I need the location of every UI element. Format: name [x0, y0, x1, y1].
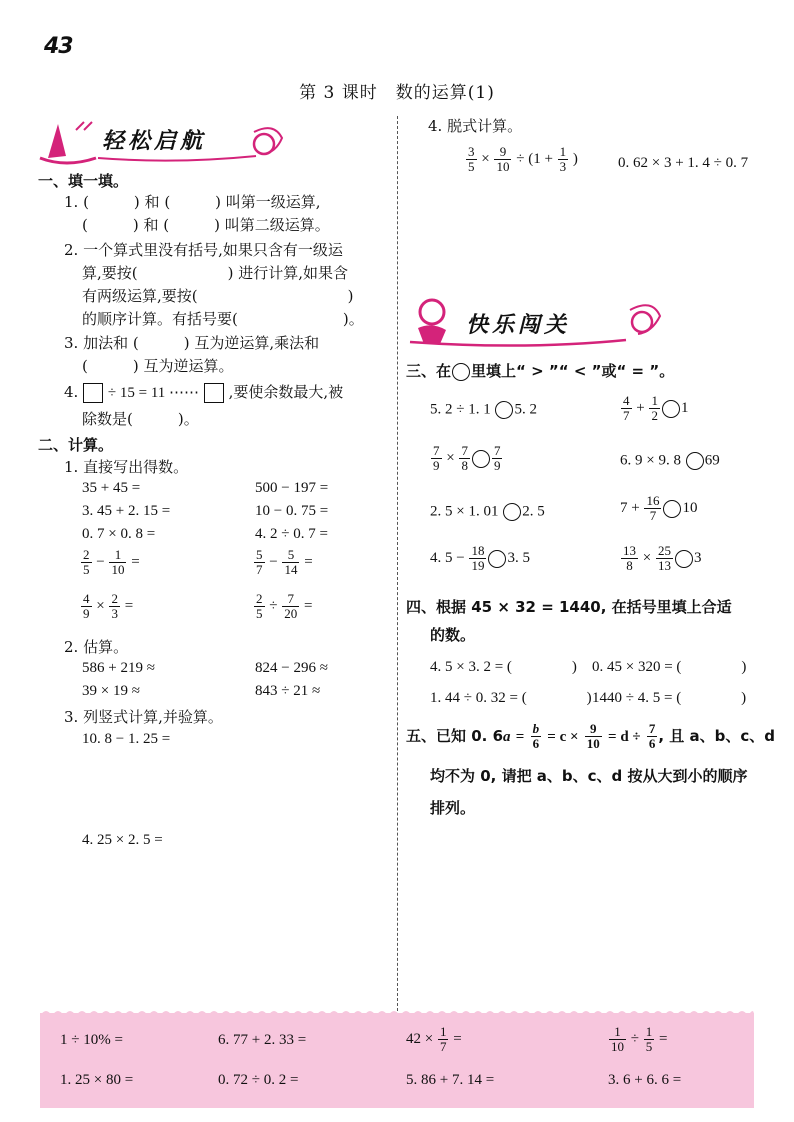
- p1-r3b: 4. 2 ÷ 0. 7 =: [255, 526, 328, 542]
- compare-circle[interactable]: [495, 401, 513, 419]
- p1-r5b: $\frac{2}{5}$ ÷ $\frac{7}{20}$ =: [256, 591, 313, 621]
- q2-line1: 2. 一个算式里没有括号,如果只含有一级运: [64, 241, 343, 259]
- compare-circle[interactable]: [675, 550, 693, 568]
- compare-circle[interactable]: [503, 503, 521, 521]
- q2-line3: 有两级运算,要按( ): [82, 287, 354, 305]
- p1-r4b: $\frac{5}{7}$ − $\frac{5}{14}$ =: [256, 547, 313, 577]
- q3-line2: ( ) 互为逆运算。: [82, 357, 234, 375]
- section4-line2: 的数。: [430, 626, 476, 644]
- p1-r1a: 35 + 45 =: [82, 480, 141, 496]
- cmp-r2b[interactable]: 6. 9 × 9. 8 69: [620, 452, 720, 469]
- compare-circle[interactable]: [488, 550, 506, 568]
- compare-circle[interactable]: [472, 450, 490, 468]
- p1-r3a: 0. 7 × 0. 8 =: [82, 526, 156, 542]
- compare-circle[interactable]: [662, 400, 680, 418]
- banner-title-2: 快乐闯关: [466, 313, 571, 338]
- q4-tail: ,要使余数最大,被: [228, 383, 344, 401]
- p1-r5a: $\frac{4}{9}$ × $\frac{2}{3}$ =: [83, 591, 134, 621]
- cmp-r2a[interactable]: $\frac{7}{9}$ × $\frac{7}{8}$ $\frac{7}{9}$: [433, 443, 501, 473]
- dividend-box: [83, 383, 103, 403]
- q4-expression: ÷ 15 = 11 ⋯⋯: [107, 385, 200, 401]
- section1-heading: 一、填一填。: [38, 172, 129, 190]
- banner-happy-level: [406, 292, 666, 352]
- cmp-r1b[interactable]: $\frac{4}{7}$ + $\frac{1}{2}$ 1: [623, 393, 689, 423]
- footer-r2c1: 1. 25 × 80 =: [60, 1072, 134, 1088]
- section5-line2: 均不为 0, 请把 a、b、c、d 按从大到小的顺序: [430, 767, 748, 785]
- s4-r2a: 1. 44 ÷ 0. 32 = ( ): [430, 690, 592, 706]
- p1-r4a: $\frac{2}{5}$ − $\frac{1}{10}$ =: [83, 547, 140, 577]
- circle-blank-icon: [452, 363, 470, 381]
- s4-r1a: 4. 5 × 3. 2 = ( ): [430, 659, 577, 675]
- section4-line1: 四、根据 45 × 32 = 1440, 在括号里填上合适: [406, 598, 732, 616]
- p1-r2a: 3. 45 + 2. 15 =: [82, 503, 171, 519]
- p2-r1a: 586 + 219 ≈: [82, 660, 155, 676]
- lesson-title: 第 3 课时 数的运算(1): [299, 83, 495, 103]
- q4-expr2: 0. 62 × 3 + 1. 4 ÷ 0. 7: [618, 155, 749, 171]
- cmp-r3a[interactable]: 2. 5 × 1. 01 2. 5: [430, 503, 545, 520]
- footer-r2c3: 5. 86 + 7. 14 =: [406, 1072, 495, 1088]
- q2-line4: 的顺序计算。有括号要( )。: [82, 310, 364, 328]
- cmp-r4b[interactable]: $\frac{13}{8}$ × $\frac{25}{13}$ 3: [623, 543, 702, 573]
- p2-title: 2. 估算。: [64, 638, 129, 656]
- s4-r1b: 0. 45 × 320 = ( ): [592, 659, 747, 675]
- q4-title: 4. 脱式计算。: [428, 117, 523, 135]
- cmp-r4a[interactable]: 4. 5 − $\frac{18}{19}$ 3. 5: [430, 543, 530, 573]
- q4-number: 4.: [64, 383, 79, 401]
- footer-r2c4: 3. 6 + 6. 6 =: [608, 1072, 682, 1088]
- cmp-r3b[interactable]: 7 + $\frac{16}{7}$ 10: [620, 493, 698, 523]
- footer-practice-band: [40, 1013, 754, 1108]
- q2-line2: 算,要按( ) 进行计算,如果含: [82, 264, 349, 282]
- section3-heading: 三、在 里填上“ > ”“ < ”或“ = ”。: [406, 362, 675, 380]
- page-number: 43: [44, 34, 73, 59]
- footer-r1c3: 42 × $\frac{1}{7}$ =: [406, 1024, 462, 1054]
- p3-title: 3. 列竖式计算,并验算。: [64, 708, 223, 726]
- banner-title: 轻松启航: [102, 129, 207, 154]
- footer-r1c4: $\frac{1}{10}$ ÷ $\frac{1}{5}$ =: [611, 1024, 668, 1054]
- p2-r1b: 824 − 296 ≈: [255, 660, 328, 676]
- q4-line1: [64, 382, 343, 403]
- section5-line1: 五、已知 0. 6a = $\frac{b}{6}$ = c × $\frac{9}{10}$ = d ÷ $\frac{7}{6}$ , 且 a、b、c、d: [406, 721, 776, 751]
- footer-r1c1: 1 ÷ 10% =: [60, 1032, 123, 1048]
- q1-line1: 1. ( ) 和 ( ) 叫第一级运算,: [64, 193, 321, 211]
- p1-title: 1. 直接写出得数。: [64, 458, 189, 476]
- compare-circle[interactable]: [663, 500, 681, 518]
- compare-circle[interactable]: [686, 452, 704, 470]
- footer-r1c2: 6. 77 + 2. 33 =: [218, 1032, 307, 1048]
- section2-heading: 二、计算。: [38, 436, 114, 454]
- p2-r2b: 843 ÷ 21 ≈: [255, 683, 321, 699]
- section5-line3: 排列。: [430, 799, 476, 817]
- cmp-r1a[interactable]: 5. 2 ÷ 1. 1 5. 2: [430, 401, 537, 418]
- p3-a: 10. 8 − 1. 25 =: [82, 731, 171, 747]
- remainder-box: [204, 383, 224, 403]
- q1-line2: ( ) 和 ( ) 叫第二级运算。: [82, 216, 330, 234]
- banner-easy-start: [36, 118, 286, 166]
- p3-b: 4. 25 × 2. 5 =: [82, 832, 163, 848]
- p2-r2a: 39 × 19 ≈: [82, 683, 140, 699]
- footer-r2c2: 0. 72 ÷ 0. 2 =: [218, 1072, 299, 1088]
- q4-line2: 除数是( )。: [82, 410, 199, 428]
- p1-r2b: 10 − 0. 75 =: [255, 503, 329, 519]
- column-divider: [397, 116, 398, 1011]
- p1-r1b: 500 − 197 =: [255, 480, 329, 496]
- q4-expr1: $\frac{3}{5}$ × $\frac{9}{10}$ ÷ (1 + $\frac{1}{3}$ ): [468, 144, 578, 174]
- q3-line1: 3. 加法和 ( ) 互为逆运算,乘法和: [64, 334, 320, 352]
- s4-r2b: 1440 ÷ 4. 5 = ( ): [592, 690, 747, 706]
